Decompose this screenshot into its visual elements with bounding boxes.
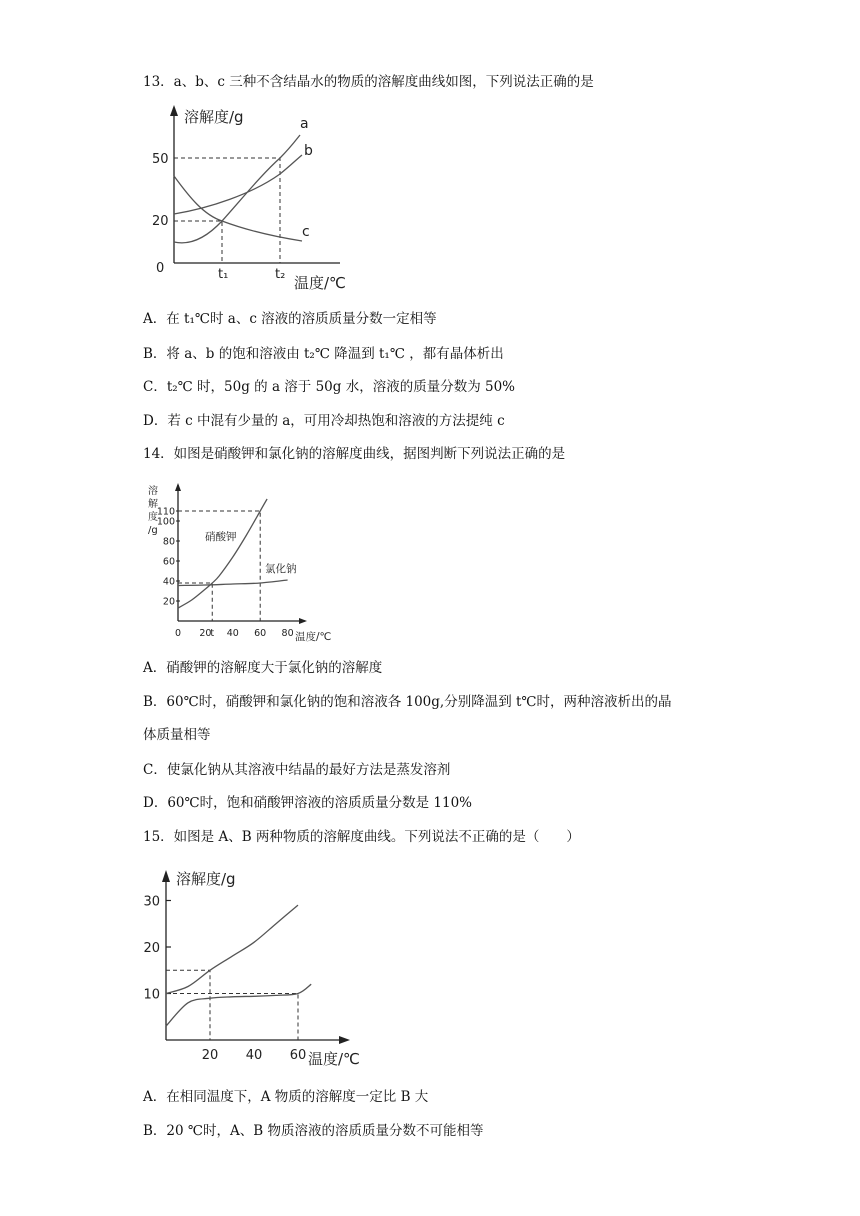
q13-stem: 13．a、b、c 三种不含结晶水的物质的溶解度曲线如图，下列说法正确的是 bbox=[143, 74, 594, 90]
q14-option-c: C．使氯化钠从其溶液中结晶的最好方法是蒸发溶剂 bbox=[143, 762, 451, 778]
q13-ylabel: 溶解度/g bbox=[184, 108, 244, 126]
q14-option-b: B．60℃时，硝酸钾和氯化钠的饱和溶液各 100g,分别降温到 t℃时，两种溶液析出的晶 bbox=[143, 694, 672, 710]
q14-option-d: D．60℃时，饱和硝酸钾溶液的溶质质量分数是 110% bbox=[143, 795, 472, 811]
q14-xtick: t bbox=[210, 628, 215, 639]
q15-option-a: A．在相同温度下，A 物质的溶解度一定比 B 大 bbox=[143, 1089, 429, 1105]
q13-chart bbox=[140, 100, 346, 300]
q15-guide-line bbox=[166, 994, 298, 1041]
q13-label-b: b bbox=[304, 143, 313, 159]
q14-option-b-cont: 体质量相等 bbox=[143, 727, 211, 743]
q13-y-axis-arrow bbox=[170, 105, 178, 116]
q13-xtick-t2: t₂ bbox=[275, 267, 286, 282]
q15-xlabel: 温度/℃ bbox=[308, 1050, 360, 1068]
q15-x-axis-arrow bbox=[339, 1036, 350, 1044]
q14-ytick: 110 bbox=[156, 506, 175, 518]
q14-ylabel-0: 溶 bbox=[148, 486, 158, 497]
q13-option-d: D．若 c 中混有少量的 a，可用冷却热饱和溶液的方法提纯 c bbox=[143, 413, 505, 429]
q14-ylabel-1: 解 bbox=[148, 499, 158, 510]
q15-curve-b bbox=[166, 984, 311, 1026]
q15-ytick: 30 bbox=[143, 894, 160, 910]
q14-xlabel: 温度/℃ bbox=[295, 631, 332, 643]
q15-xtick: 40 bbox=[245, 1048, 263, 1063]
q14-stem: 14．如图是硝酸钾和氯化钠的溶解度曲线，据图判断下列说法正确的是 bbox=[143, 446, 566, 462]
q13-xlabel: 温度/℃ bbox=[294, 274, 346, 292]
q13-label-a: a bbox=[300, 116, 309, 132]
q15-ytick: 10 bbox=[143, 987, 160, 1003]
q15-xtick: 60 bbox=[289, 1048, 307, 1063]
q14-xtick: 20 bbox=[199, 628, 212, 639]
q13-xtick-t1: t₁ bbox=[218, 267, 229, 282]
q15-ytick: 20 bbox=[143, 941, 160, 956]
q13-option-b: B．将 a、b 的饱和溶液由 t₂℃ 降温到 t₁℃ ，都有晶体析出 bbox=[143, 346, 504, 362]
q14-ytick: 60 bbox=[162, 556, 175, 568]
q14-label-nacl: 氯化钠 bbox=[265, 563, 297, 575]
q14-guide-line bbox=[178, 583, 212, 621]
q13-curve-b bbox=[174, 155, 302, 214]
q15-xtick: 20 bbox=[201, 1048, 219, 1063]
q14-ytick: 40 bbox=[162, 576, 175, 588]
q14-ytick: 100 bbox=[156, 516, 175, 528]
q13-ytick-0: 0 bbox=[156, 261, 165, 276]
q15-chart bbox=[142, 860, 372, 1070]
q14-ytick: 20 bbox=[162, 596, 175, 608]
q13-ytick-50: 50 bbox=[152, 152, 169, 167]
q14-label-kno3: 硝酸钾 bbox=[205, 531, 237, 543]
q15-curve-a bbox=[166, 905, 298, 993]
q14-curve-kno3 bbox=[178, 499, 267, 608]
q15-stem: 15．如图是 A、B 两种物质的溶解度曲线。下列说法不正确的是（ ） bbox=[143, 829, 580, 845]
q14-xtick: 80 bbox=[281, 628, 294, 639]
q14-y-axis-arrow bbox=[175, 483, 181, 491]
q14-guide-line bbox=[178, 511, 260, 621]
q14-ylabel-2: 度 bbox=[148, 512, 158, 523]
q13-option-c: C．t₂℃ 时，50g 的 a 溶于 50g 水，溶液的质量分数为 50% bbox=[143, 379, 516, 395]
q13-curve-c bbox=[174, 176, 302, 241]
q14-ytick: 80 bbox=[162, 536, 175, 548]
q13-label-c: c bbox=[302, 224, 310, 240]
q15-option-b: B．20 ℃时，A、B 物质溶液的溶质质量分数不可能相等 bbox=[143, 1123, 484, 1139]
q14-xtick: 0 bbox=[174, 628, 182, 639]
q15-ylabel: 溶解度/g bbox=[176, 870, 236, 888]
q14-xtick: 40 bbox=[226, 628, 239, 639]
q14-xtick: 60 bbox=[254, 628, 267, 639]
q14-x-axis-arrow bbox=[299, 618, 307, 624]
q14-ylabel-3: /g bbox=[148, 525, 158, 536]
q13-option-a: A．在 t₁℃时 a、c 溶液的溶质质量分数一定相等 bbox=[143, 311, 437, 327]
q13-ytick-20: 20 bbox=[152, 214, 169, 229]
q15-guide-line bbox=[166, 970, 210, 1040]
q14-chart bbox=[145, 480, 345, 650]
q15-y-axis-arrow bbox=[162, 870, 170, 882]
q14-option-a: A．硝酸钾的溶解度大于氯化钠的溶解度 bbox=[143, 660, 383, 676]
